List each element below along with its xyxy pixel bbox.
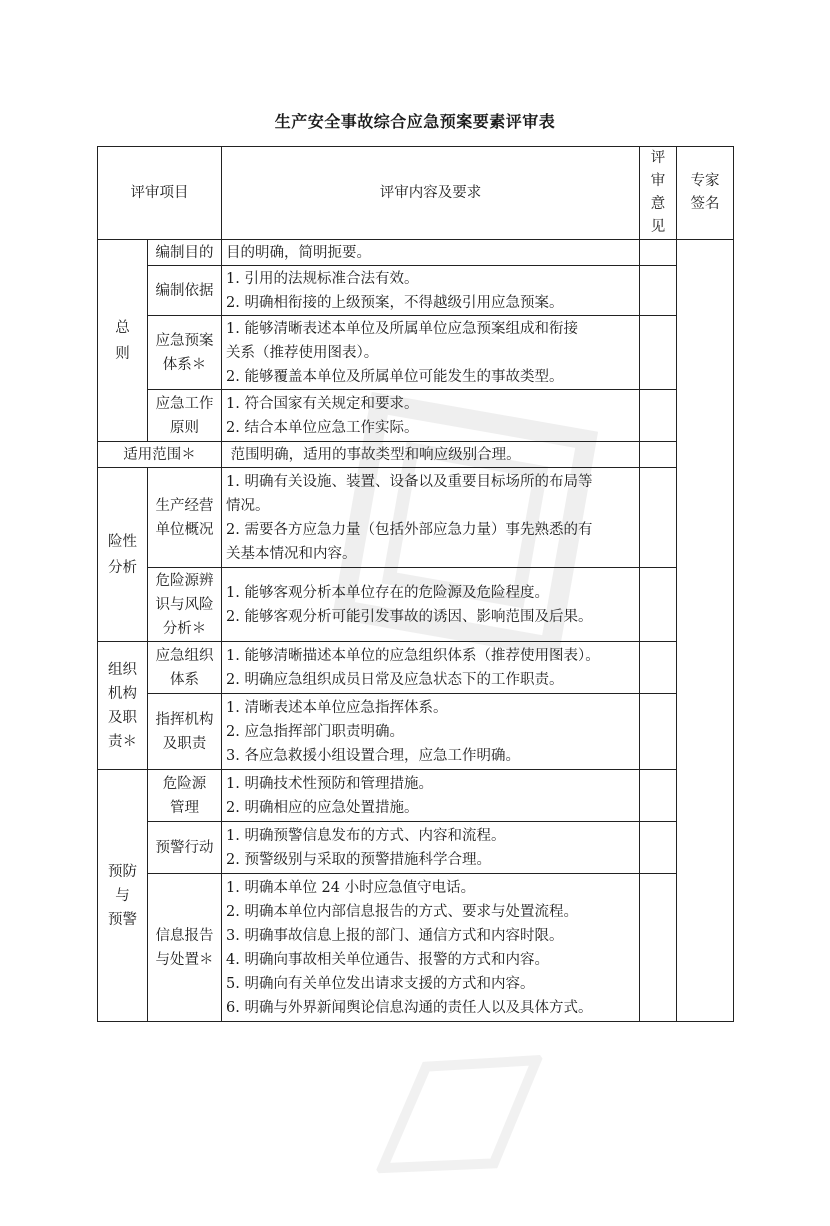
row-content-overview: 1. 明确有关设施、装置、设备以及重要目标场所的布局等 情况。 2. 需要各方应急力量（包括外部应急力量）事先熟悉的有 关基本情况和内容。 — [222, 468, 640, 568]
row-content-purpose: 目的明确，简明扼要。 — [222, 240, 640, 266]
table-row — [98, 316, 734, 390]
row-content-scope: 范围明确，适用的事故类型和响应级别合理。 — [222, 442, 640, 468]
table-row — [98, 568, 734, 642]
signature-cell[interactable] — [677, 240, 734, 1022]
opinion-cell[interactable] — [640, 266, 677, 316]
opinion-cell[interactable] — [640, 568, 677, 642]
section-prevention-label: 预防 与 预警 — [98, 770, 148, 1022]
section-org-label: 组织 机构 及职 责＊ — [98, 642, 148, 770]
row-sub-principles: 应急工作 原则 — [148, 390, 222, 442]
table-row — [98, 770, 734, 822]
opinion-cell[interactable] — [640, 874, 677, 1022]
table-row — [98, 468, 734, 568]
header-content: 评审内容及要求 — [222, 147, 640, 240]
row-content-principles: 1. 符合国家有关规定和要求。 2. 结合本单位应急工作实际。 — [222, 390, 640, 442]
opinion-cell[interactable] — [640, 822, 677, 874]
opinion-cell[interactable] — [640, 770, 677, 822]
table-row — [98, 240, 734, 266]
row-content-hazard-mgmt: 1. 明确技术性预防和管理措施。 2. 明确相应的应急处置措施。 — [222, 770, 640, 822]
page-title: 生产安全事故综合应急预案要素评审表 — [274, 112, 556, 131]
section-scope-label: 适用范围＊ — [98, 442, 222, 468]
row-content-command: 1. 清晰表述本单位应急指挥体系。 2. 应急指挥部门职责明确。 3. 各应急救援小组设置合理，应急工作明确。 — [222, 694, 640, 770]
header-opinion: 评审 意见 — [640, 147, 677, 240]
opinion-cell[interactable] — [640, 694, 677, 770]
section-general-label: 总 则 — [98, 240, 148, 442]
review-table — [97, 146, 734, 1022]
row-content-basis: 1. 引用的法规标准合法有效。 2. 明确相衔接的上级预案，不得越级引用应急预案。 — [222, 266, 640, 316]
row-sub-command: 指挥机构 及职责 — [148, 694, 222, 770]
header-signature: 专家 签名 — [677, 147, 734, 240]
row-sub-hazard-analysis: 危险源辨 识与风险 分析＊ — [148, 568, 222, 642]
table-header-row — [98, 147, 734, 240]
row-sub-overview: 生产经营 单位概况 — [148, 468, 222, 568]
row-content-org-system: 1. 能够清晰描述本单位的应急组织体系（推荐使用图表）。 2. 明确应急组织成员日常及应急状态下的工作职责。 — [222, 642, 640, 694]
opinion-cell[interactable] — [640, 442, 677, 468]
opinion-cell[interactable] — [640, 240, 677, 266]
row-sub-basis: 编制依据 — [148, 266, 222, 316]
table-row — [98, 694, 734, 770]
table-row — [98, 874, 734, 1022]
row-sub-org-system: 应急组织 体系 — [148, 642, 222, 694]
opinion-cell[interactable] — [640, 642, 677, 694]
row-content-hazard-analysis: 1. 能够客观分析本单位存在的危险源及危险程度。 2. 能够客观分析可能引发事故的诱因、影响范围及后果。 — [222, 568, 640, 642]
opinion-cell[interactable] — [640, 468, 677, 568]
opinion-cell[interactable] — [640, 390, 677, 442]
table-row — [98, 822, 734, 874]
section-risk-label: 险性 分析 — [98, 468, 148, 642]
table-row — [98, 642, 734, 694]
opinion-cell[interactable] — [640, 316, 677, 390]
table-row — [98, 390, 734, 442]
row-content-reporting: 1. 明确本单位 24 小时应急值守电话。 2. 明确本单位内部信息报告的方式、要求与处置流程。 3. 明确事故信息上报的部门、通信方式和内容时限。 4. 明确向事故相关单位通告、报警的方式和内容。 5. 明确向有关单位发出请求支援的方式和内容。 6. 明确与外界新闻舆论信息沟通的责任人以及具体方式。 — [222, 874, 640, 1022]
row-content-plan-system: 1. 能够清晰表述本单位及所属单位应急预案组成和衔接 关系（推荐使用图表）。 2. 能够覆盖本单位及所属单位可能发生的事故类型。 — [222, 316, 640, 390]
row-sub-reporting: 信息报告 与处置＊ — [148, 874, 222, 1022]
table-row — [98, 442, 734, 468]
row-sub-warning: 预警行动 — [148, 822, 222, 874]
row-sub-plan-system: 应急预案 体系＊ — [148, 316, 222, 390]
row-sub-hazard-mgmt: 危险源 管理 — [148, 770, 222, 822]
header-item: 评审项目 — [98, 147, 222, 240]
row-content-warning: 1. 明确预警信息发布的方式、内容和流程。 2. 预警级别与采取的预警措施科学合理。 — [222, 822, 640, 874]
row-sub-purpose: 编制目的 — [148, 240, 222, 266]
table-row — [98, 266, 734, 316]
watermark-logo-bottom — [341, 1004, 579, 1225]
